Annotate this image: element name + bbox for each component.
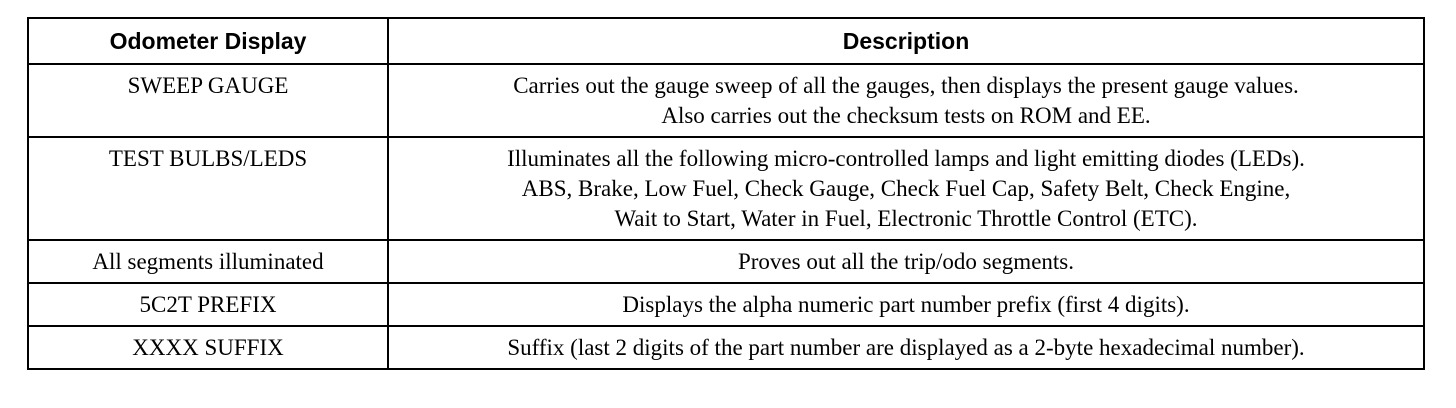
odometer-display-cell: All segments illuminated [28,240,388,283]
table-row [28,283,1424,326]
description-line: Displays the alpha numeric part number prefix (first 4 digits). [622,292,1190,317]
description-cell [388,64,1424,137]
odometer-display-cell: 5C2T PREFIX [28,283,388,326]
description-line: Suffix (last 2 digits of the part number are displayed as a 2-byte hexadecimal number). [507,335,1305,360]
description-cell [388,283,1424,326]
odometer-display-cell: SWEEP GAUGE [28,64,388,137]
odometer-display-table [27,17,1425,370]
table-row [28,326,1424,369]
description-line: Proves out all the trip/odo segments. [737,249,1074,274]
table-row [28,64,1424,137]
odometer-display-cell: TEST BULBS/LEDS [28,137,388,240]
description-line: ABS, Brake, Low Fuel, Check Gauge, Check Fuel Cap, Safety Belt, Check Engine, [521,176,1291,201]
header-description: Description [388,18,1424,64]
table-row [28,137,1424,240]
description-line: Carries out the gauge sweep of all the gauges, then displays the present gauge values. [513,73,1299,98]
description-cell [388,137,1424,240]
description-cell [388,326,1424,369]
description-line: Wait to Start, Water in Fuel, Electronic Throttle Control (ETC). [614,206,1198,231]
odometer-display-cell: XXXX SUFFIX [28,326,388,369]
description-line: Also carries out the checksum tests on ROM and EE. [661,103,1151,128]
header-odometer-display: Odometer Display [28,18,388,64]
table-row [28,240,1424,283]
table-header-row [28,18,1424,64]
description-line: Illuminates all the following micro-controlled lamps and light emitting diodes (LEDs). [507,146,1305,171]
description-cell [388,240,1424,283]
